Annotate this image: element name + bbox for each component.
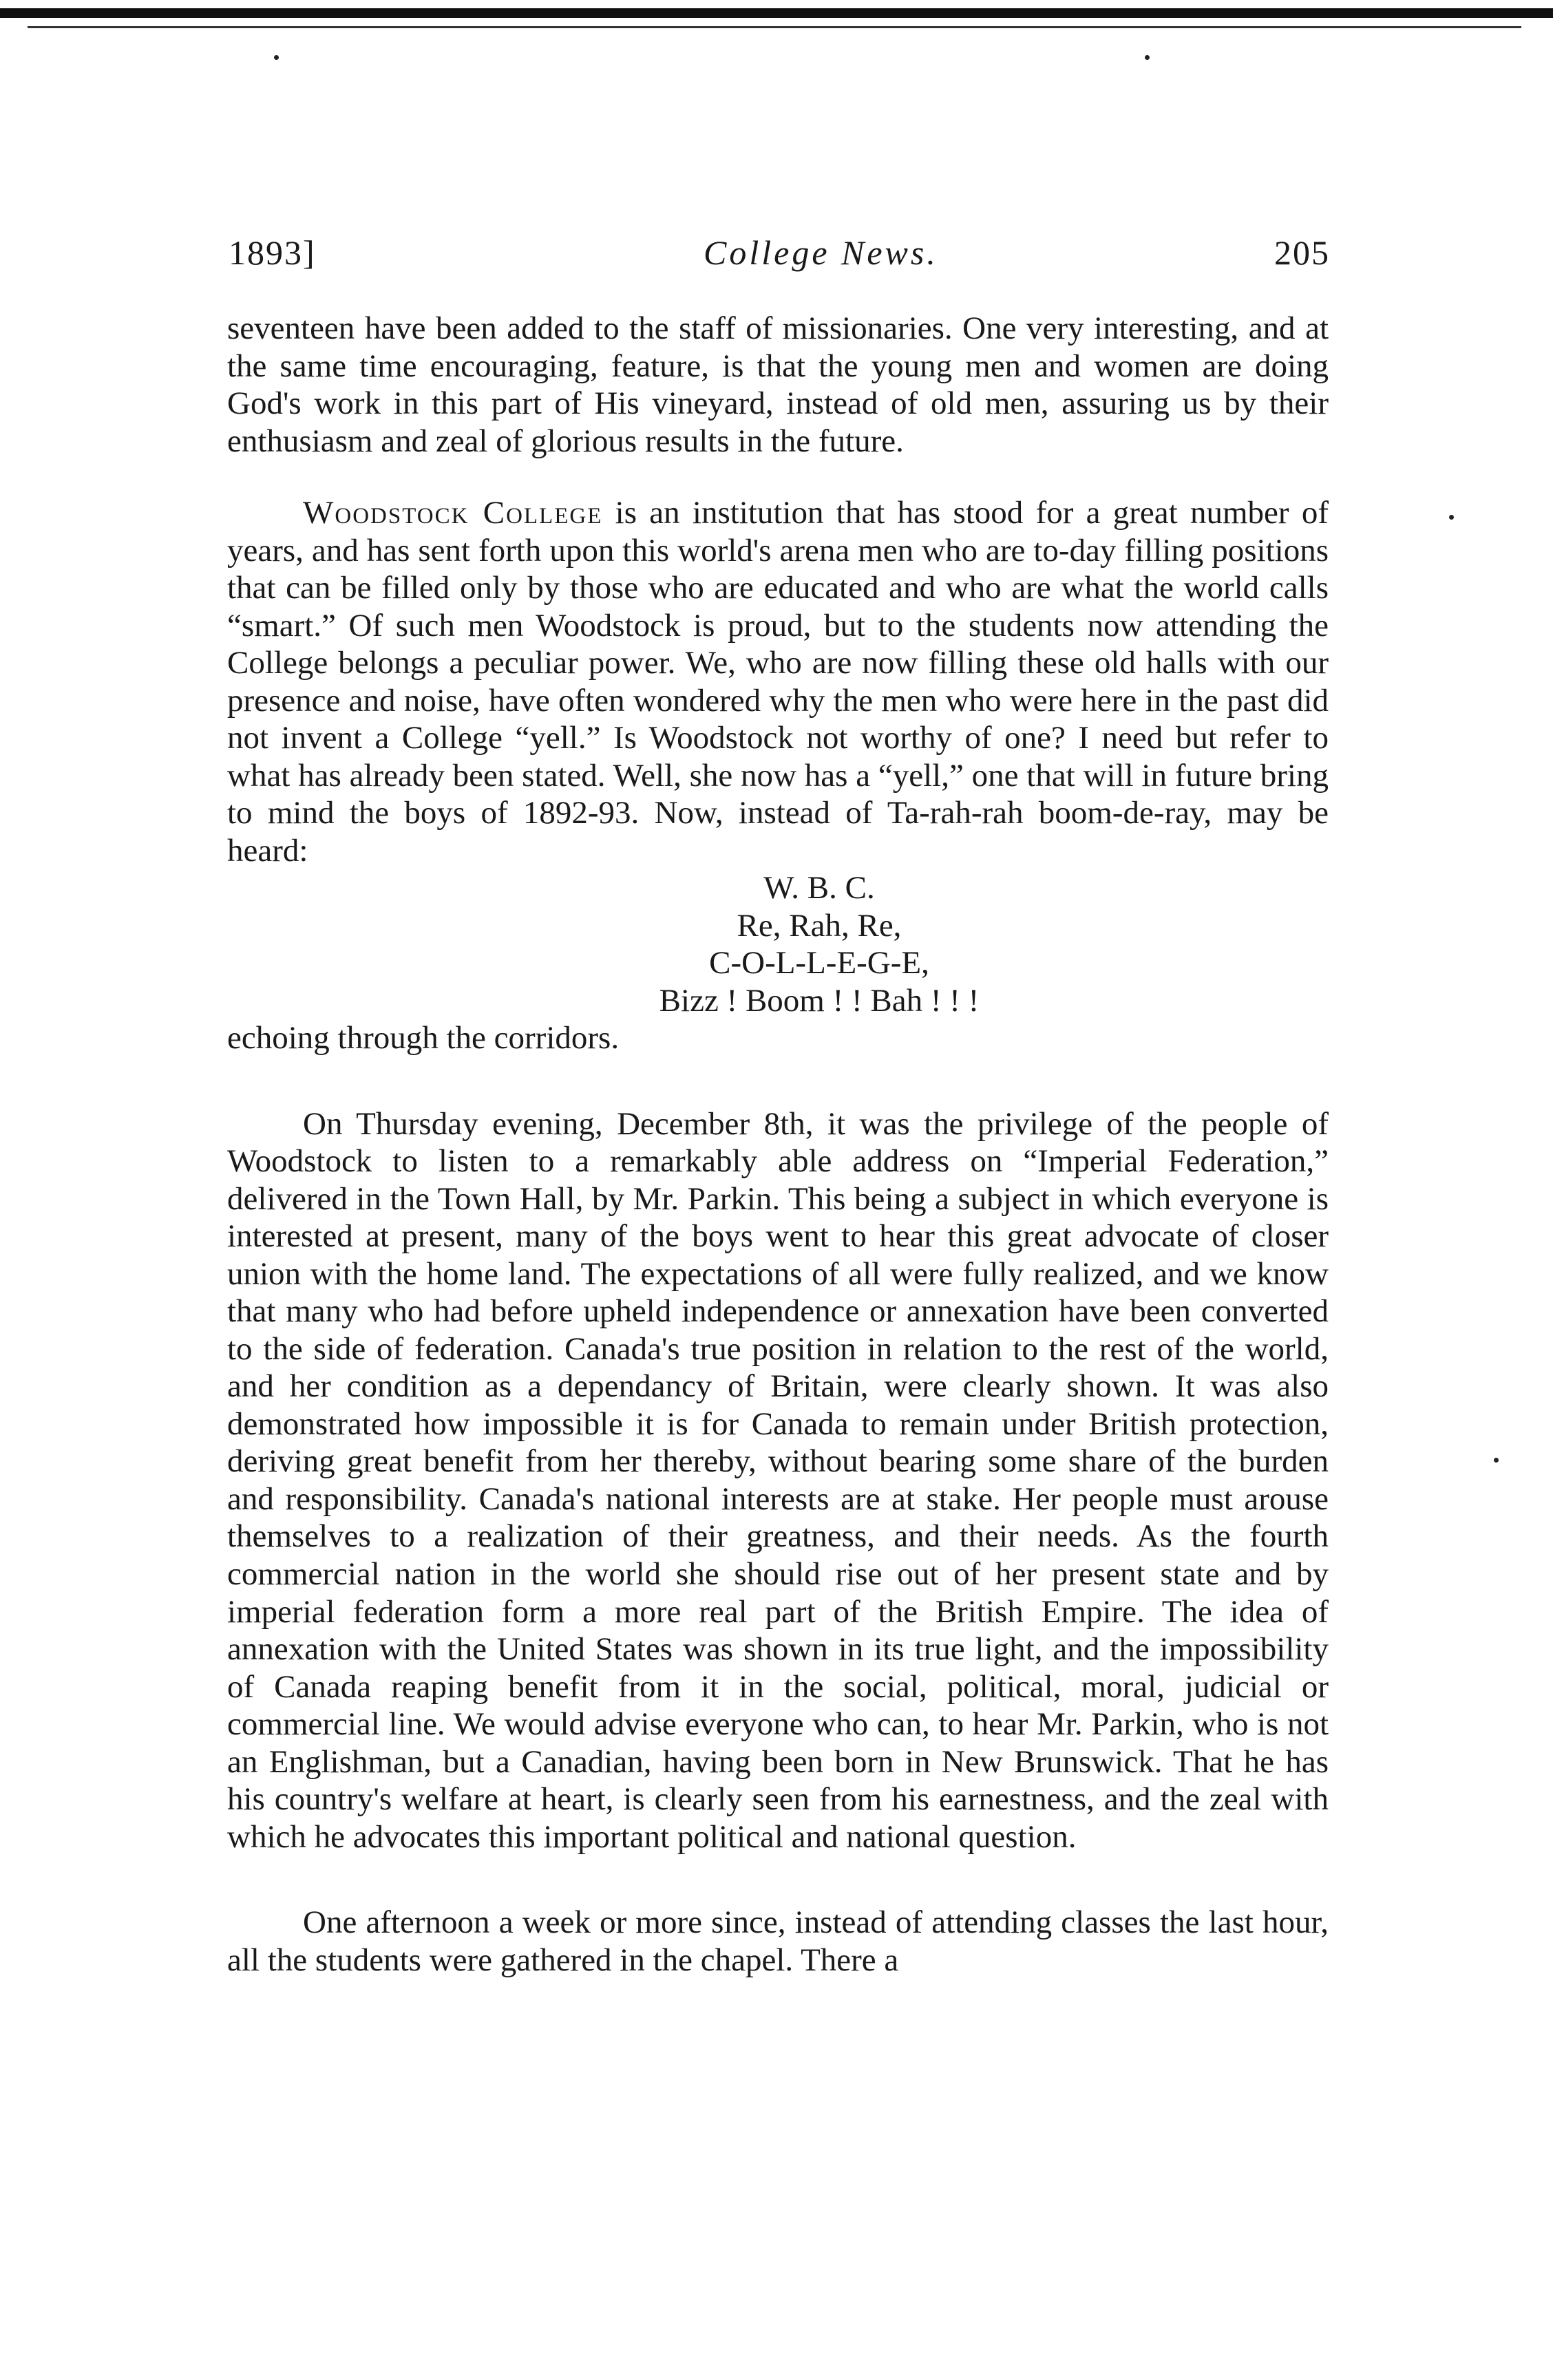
header-year: 1893] xyxy=(229,233,316,272)
ink-speck xyxy=(1449,515,1454,520)
paragraph-woodstock-college xyxy=(227,494,1329,869)
page-header xyxy=(229,233,1330,281)
header-title: College News. xyxy=(704,233,938,272)
paragraph-woodstock-body: is an institution that has stood for a great number of years, and has sent forth upon this world's arena men who are to-day filling positions that can be filled only by those who are educated and who are what the world calls “smart.” Of such men Woodstock is proud, but to the students now attending the College belongs a peculiar power. We, who are now filling these old halls with our presence and noise, have often wondered why the men who were here in the past did not invent a College “yell.” Is Woodstock not worthy of one? I need but refer to what has already been stated. Well, she now has a “yell,” one that will in future bring to mind the boys of 1892-93. Now, instead of Ta-rah-rah boom-de-ray, may be heard: xyxy=(227,495,1329,869)
article-column xyxy=(227,310,1329,1979)
page-number: 205 xyxy=(1274,233,1330,272)
ink-speck xyxy=(1494,1458,1499,1463)
yell-line: Re, Rah, Re, xyxy=(737,907,902,944)
paragraph-echoing: echoing through the corridors. xyxy=(227,1020,620,1056)
paragraph-chapel: One afternoon a week or more since, instead of attending classes the last hour, all the students were gathered in the chapel. There a xyxy=(227,1904,1329,1978)
ink-speck xyxy=(274,55,279,60)
yell-line: W. B. C. xyxy=(763,870,875,906)
top-thin-rule xyxy=(28,26,1521,28)
yell-line: Bizz ! Boom ! ! Bah ! ! ! xyxy=(659,982,980,1019)
top-border-rule xyxy=(0,8,1553,18)
paragraph-lead-small-caps: Woodstock College xyxy=(303,495,603,531)
college-yell xyxy=(227,869,1329,1019)
ink-speck xyxy=(1145,55,1150,60)
yell-line: C-O-L-L-E-G-E, xyxy=(709,945,929,981)
paragraph-imperial-federation: On Thursday evening, December 8th, it was the privilege of the people of Woodstock to listen to a remarkably able address on “Imperial Federation,” delivered in the Town Hall, by Mr. Parkin. This being a subject in which everyone is interested at present, many of the boys went to hear this great advocate of closer union with the home land. The expectations of all were fully realized, and we know that many who had before upheld independence or annexation have been converted to the side of federation. Canada's true position in relation to the rest of the world, and her condition as a dependancy of Britain, were clearly shown. It was also demonstrated how impossible it is for Canada to remain under British protection, deriving great benefit from her thereby, without bearing some share of the burden and responsibility. Canada's national interests are at stake. Her people must arouse themselves to a realization of their greatness, and their needs. As the fourth commercial nation in the world she should rise out of her present state and by imperial federation form a more real part of the British Empire. The idea of annexation with the United States was shown in its true light, and the impossibility of Canada reaping benefit from it in the social, political, moral, judicial or commercial line. We would advise everyone who can, to hear Mr. Parkin, who is not an Englishman, but a Canadian, having been born in New Brunswick. That he has his country's welfare at heart, is clearly seen from his earnestness, and the zeal with which he advocates this important political and national question. xyxy=(227,1105,1329,1855)
paragraph-missionaries: seventeen have been added to the staff of missionaries. One very interesting, and at the same time encouraging, feature, is that the young men and women are doing God's work in this part of His vineyard, instead of old men, assuring us by their enthusiasm and zeal of glorious results in the future. xyxy=(227,310,1329,459)
